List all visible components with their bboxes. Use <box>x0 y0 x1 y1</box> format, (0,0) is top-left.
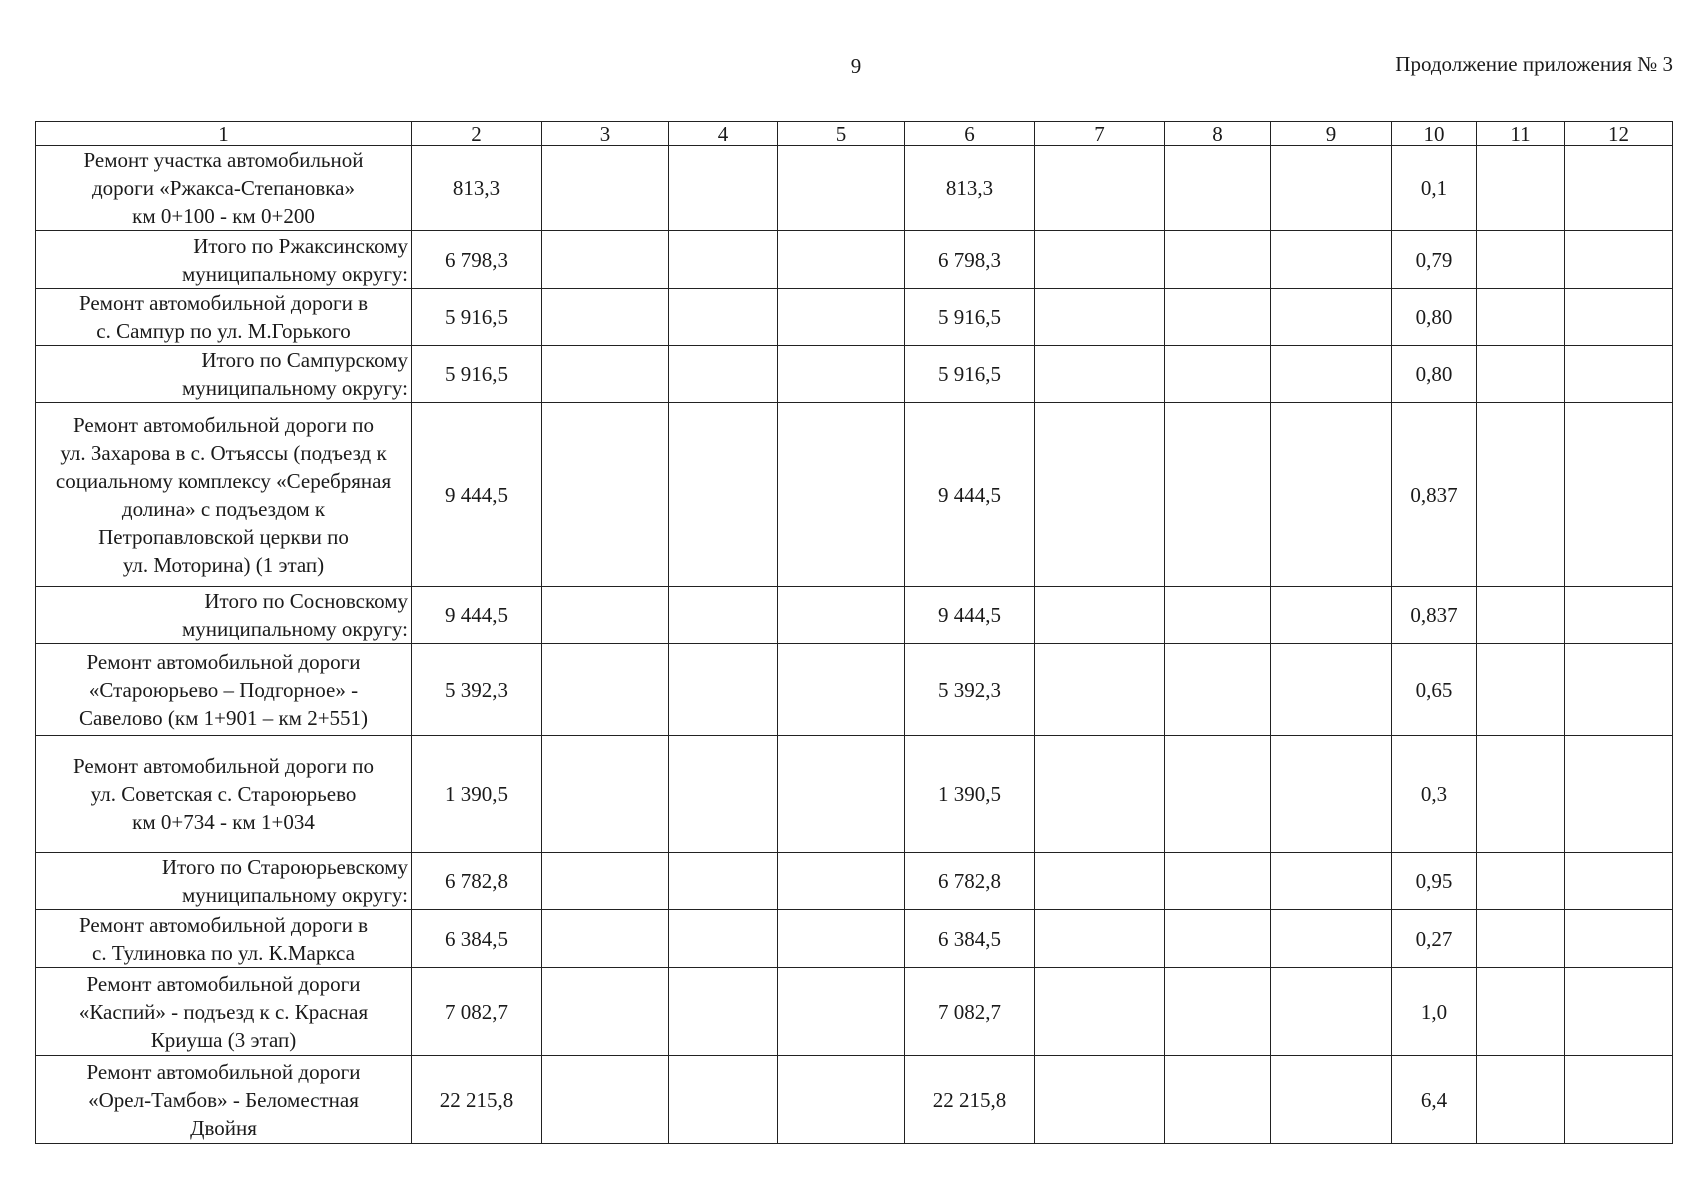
object-name-line: долина» с подъездом к <box>121 496 326 521</box>
empty-cell-col4 <box>669 736 778 853</box>
empty-cell-col3 <box>542 910 669 968</box>
value-cell-col2: 9 444,5 <box>412 587 542 644</box>
empty-cell-col5 <box>778 231 905 289</box>
column-header: 10 <box>1392 122 1477 146</box>
empty-cell-col7 <box>1035 968 1165 1056</box>
object-name-line: Криуша (3 этап) <box>150 1027 297 1052</box>
table-row <box>36 736 1673 853</box>
object-name-line: Итого по Староюрьевскому <box>161 855 408 879</box>
empty-cell-col9 <box>1271 289 1392 346</box>
column-header: 4 <box>669 122 778 146</box>
empty-cell-col9 <box>1271 910 1392 968</box>
empty-cell-col11 <box>1477 403 1565 587</box>
empty-cell-col11 <box>1477 289 1565 346</box>
empty-cell-col4 <box>669 587 778 644</box>
empty-cell-col12 <box>1565 346 1673 403</box>
empty-cell-col8 <box>1165 289 1271 346</box>
empty-cell-col4 <box>669 346 778 403</box>
object-name-line: Итого по Сампурскому <box>201 348 408 372</box>
empty-cell-col3 <box>542 146 669 231</box>
empty-cell-col3 <box>542 853 669 910</box>
object-name-line: ул. Советская с. Староюрьево <box>90 782 357 806</box>
object-name-line: Ремонт автомобильной дороги <box>86 649 361 674</box>
empty-cell-col7 <box>1035 736 1165 853</box>
empty-cell-col12 <box>1565 403 1673 587</box>
empty-cell-col5 <box>778 587 905 644</box>
column-header: 3 <box>542 122 669 146</box>
table-row-total <box>36 231 1673 289</box>
empty-cell-col9 <box>1271 736 1392 853</box>
empty-cell-col3 <box>542 403 669 587</box>
table-row <box>36 910 1673 968</box>
empty-cell-col8 <box>1165 587 1271 644</box>
value-cell-col10: 0,79 <box>1392 231 1477 289</box>
empty-cell-col7 <box>1035 346 1165 403</box>
object-name-line: ул. Захарова в с. Отъяссы (подъезд к <box>60 440 387 465</box>
empty-cell-col12 <box>1565 910 1673 968</box>
empty-cell-col9 <box>1271 587 1392 644</box>
empty-cell-col11 <box>1477 1056 1565 1144</box>
column-header: 11 <box>1477 122 1565 146</box>
value-cell-col2: 5 916,5 <box>412 289 542 346</box>
empty-cell-col9 <box>1271 146 1392 231</box>
empty-cell-col12 <box>1565 231 1673 289</box>
empty-cell-col5 <box>778 1056 905 1144</box>
object-name-line: Ремонт автомобильной дороги по <box>73 754 374 778</box>
value-cell-col2: 5 392,3 <box>412 644 542 736</box>
object-name-cell <box>36 146 412 231</box>
value-cell-col6: 813,3 <box>905 146 1035 231</box>
empty-cell-col3 <box>542 736 669 853</box>
value-cell-col10: 0,3 <box>1392 736 1477 853</box>
empty-cell-col11 <box>1477 231 1565 289</box>
empty-cell-col7 <box>1035 587 1165 644</box>
object-name-line: муниципальному округу: <box>181 617 408 641</box>
empty-cell-col9 <box>1271 644 1392 736</box>
value-cell-col2: 813,3 <box>412 146 542 231</box>
empty-cell-col5 <box>778 146 905 231</box>
value-cell-col2: 7 082,7 <box>412 968 542 1056</box>
column-header: 5 <box>778 122 905 146</box>
empty-cell-col4 <box>669 146 778 231</box>
empty-cell-col11 <box>1477 910 1565 968</box>
object-name-line: муниципальному округу: <box>181 376 408 400</box>
object-name-line: с. Тулиновка по ул. К.Маркса <box>92 940 355 965</box>
empty-cell-col4 <box>669 1056 778 1144</box>
object-name-line: дороги «Ржакса-Степановка» <box>91 176 355 200</box>
empty-cell-col5 <box>778 853 905 910</box>
table-row-total <box>36 346 1673 403</box>
value-cell-col6: 1 390,5 <box>905 736 1035 853</box>
object-name-line: Ремонт автомобильной дороги в <box>78 912 369 937</box>
empty-cell-col8 <box>1165 968 1271 1056</box>
value-cell-col10: 6,4 <box>1392 1056 1477 1144</box>
value-cell-col10: 0,95 <box>1392 853 1477 910</box>
table-row <box>36 644 1673 736</box>
appendix-label: Продолжение приложения № 3 <box>1395 52 1673 76</box>
empty-cell-col12 <box>1565 644 1673 736</box>
empty-cell-col8 <box>1165 146 1271 231</box>
empty-cell-col5 <box>778 910 905 968</box>
value-cell-col10: 0,837 <box>1392 403 1477 587</box>
value-cell-col6: 7 082,7 <box>905 968 1035 1056</box>
object-name-line: «Староюрьево – Подгорное» - <box>88 677 359 702</box>
column-header: 9 <box>1271 122 1392 146</box>
empty-cell-col5 <box>778 968 905 1056</box>
total-label-cell <box>36 853 412 910</box>
empty-cell-col4 <box>669 968 778 1056</box>
empty-cell-col11 <box>1477 736 1565 853</box>
object-name-line: км 0+100 - км 0+200 <box>132 204 315 228</box>
empty-cell-col8 <box>1165 644 1271 736</box>
table-row <box>36 403 1673 587</box>
empty-cell-col3 <box>542 968 669 1056</box>
empty-cell-col11 <box>1477 968 1565 1056</box>
value-cell-col10: 0,80 <box>1392 289 1477 346</box>
column-number-row <box>36 122 1673 146</box>
total-label-cell <box>36 587 412 644</box>
empty-cell-col9 <box>1271 231 1392 289</box>
empty-cell-col5 <box>778 736 905 853</box>
empty-cell-col3 <box>542 289 669 346</box>
page-number: 9 <box>850 54 862 78</box>
empty-cell-col12 <box>1565 736 1673 853</box>
empty-cell-col9 <box>1271 968 1392 1056</box>
object-name-cell <box>36 910 412 968</box>
object-name-line: км 0+734 - км 1+034 <box>132 810 315 834</box>
empty-cell-col4 <box>669 231 778 289</box>
value-cell-col6: 5 916,5 <box>905 289 1035 346</box>
empty-cell-col9 <box>1271 853 1392 910</box>
empty-cell-col3 <box>542 346 669 403</box>
empty-cell-col12 <box>1565 289 1673 346</box>
object-name-line: Итого по Сосновскому <box>204 589 408 613</box>
value-cell-col2: 9 444,5 <box>412 403 542 587</box>
empty-cell-col5 <box>778 403 905 587</box>
empty-cell-col12 <box>1565 146 1673 231</box>
object-name-line: ул. Моторина) (1 этап) <box>122 552 325 577</box>
empty-cell-col7 <box>1035 644 1165 736</box>
empty-cell-col7 <box>1035 910 1165 968</box>
empty-cell-col5 <box>778 346 905 403</box>
table-row <box>36 146 1673 231</box>
table-row-total <box>36 853 1673 910</box>
object-name-line: «Каспий» - подъезд к с. Красная <box>78 999 369 1024</box>
empty-cell-col7 <box>1035 403 1165 587</box>
empty-cell-col3 <box>542 1056 669 1144</box>
empty-cell-col9 <box>1271 346 1392 403</box>
empty-cell-col8 <box>1165 910 1271 968</box>
empty-cell-col9 <box>1271 1056 1392 1144</box>
value-cell-col6: 22 215,8 <box>905 1056 1035 1144</box>
empty-cell-col4 <box>669 644 778 736</box>
value-cell-col6: 5 392,3 <box>905 644 1035 736</box>
object-name-cell <box>36 289 412 346</box>
empty-cell-col11 <box>1477 346 1565 403</box>
empty-cell-col3 <box>542 587 669 644</box>
empty-cell-col4 <box>669 289 778 346</box>
empty-cell-col12 <box>1565 587 1673 644</box>
object-name-cell <box>36 1056 412 1144</box>
empty-cell-col4 <box>669 853 778 910</box>
object-name-line: с. Сампур по ул. М.Горького <box>96 319 351 343</box>
empty-cell-col8 <box>1165 736 1271 853</box>
table-row <box>36 968 1673 1056</box>
table-body <box>36 146 1673 1144</box>
object-name-cell <box>36 736 412 853</box>
empty-cell-col7 <box>1035 289 1165 346</box>
value-cell-col6: 9 444,5 <box>905 587 1035 644</box>
empty-cell-col4 <box>669 403 778 587</box>
empty-cell-col8 <box>1165 1056 1271 1144</box>
empty-cell-col3 <box>542 644 669 736</box>
column-header: 7 <box>1035 122 1165 146</box>
value-cell-col6: 9 444,5 <box>905 403 1035 587</box>
object-name-line: социальному комплексу «Серебряная <box>55 468 392 493</box>
column-header: 8 <box>1165 122 1271 146</box>
empty-cell-col12 <box>1565 1056 1673 1144</box>
table-row-total <box>36 587 1673 644</box>
empty-cell-col11 <box>1477 644 1565 736</box>
table-row <box>36 289 1673 346</box>
empty-cell-col3 <box>542 231 669 289</box>
value-cell-col2: 6 798,3 <box>412 231 542 289</box>
empty-cell-col12 <box>1565 853 1673 910</box>
column-header: 6 <box>905 122 1035 146</box>
empty-cell-col5 <box>778 644 905 736</box>
empty-cell-col7 <box>1035 231 1165 289</box>
object-name-line: Ремонт автомобильной дороги <box>86 971 361 996</box>
value-cell-col10: 0,80 <box>1392 346 1477 403</box>
empty-cell-col11 <box>1477 853 1565 910</box>
value-cell-col2: 6 384,5 <box>412 910 542 968</box>
empty-cell-col11 <box>1477 587 1565 644</box>
object-name-line: Петропавловской церкви по <box>98 524 349 549</box>
object-name-line: Ремонт автомобильной дороги по <box>73 412 374 437</box>
value-cell-col10: 0,65 <box>1392 644 1477 736</box>
empty-cell-col12 <box>1565 968 1673 1056</box>
object-name-line: Итого по Ржаксинскому <box>193 233 408 258</box>
empty-cell-col7 <box>1035 146 1165 231</box>
empty-cell-col8 <box>1165 853 1271 910</box>
object-name-line: муниципальному округу: <box>181 883 408 907</box>
value-cell-col10: 0,837 <box>1392 587 1477 644</box>
object-name-line: «Орел-Тамбов» - Беломестная <box>88 1087 359 1112</box>
empty-cell-col7 <box>1035 853 1165 910</box>
empty-cell-col9 <box>1271 403 1392 587</box>
object-name-line: Двойня <box>190 1115 257 1140</box>
object-name-cell <box>36 403 412 587</box>
value-cell-col10: 0,1 <box>1392 146 1477 231</box>
value-cell-col6: 6 782,8 <box>905 853 1035 910</box>
column-header: 2 <box>412 122 542 146</box>
total-label-cell <box>36 346 412 403</box>
empty-cell-col11 <box>1477 146 1565 231</box>
object-name-line: Савелово (км 1+901 – км 2+551) <box>78 705 369 730</box>
value-cell-col10: 1,0 <box>1392 968 1477 1056</box>
object-name-line: Ремонт участка автомобильной <box>83 148 364 172</box>
empty-cell-col7 <box>1035 1056 1165 1144</box>
empty-cell-col8 <box>1165 403 1271 587</box>
object-name-line: Ремонт автомобильной дороги в <box>78 291 369 315</box>
value-cell-col2: 6 782,8 <box>412 853 542 910</box>
value-cell-col2: 22 215,8 <box>412 1056 542 1144</box>
value-cell-col6: 6 384,5 <box>905 910 1035 968</box>
value-cell-col6: 6 798,3 <box>905 231 1035 289</box>
object-name-line: муниципальному округу: <box>181 261 408 286</box>
value-cell-col6: 5 916,5 <box>905 346 1035 403</box>
object-name-cell <box>36 968 412 1056</box>
empty-cell-col5 <box>778 289 905 346</box>
empty-cell-col8 <box>1165 231 1271 289</box>
object-name-cell <box>36 644 412 736</box>
column-header: 12 <box>1565 122 1673 146</box>
table-row <box>36 1056 1673 1144</box>
empty-cell-col4 <box>669 910 778 968</box>
value-cell-col2: 1 390,5 <box>412 736 542 853</box>
object-name-line: Ремонт автомобильной дороги <box>86 1059 361 1084</box>
road-repair-table <box>35 121 1673 1144</box>
column-header: 1 <box>36 122 412 146</box>
value-cell-col2: 5 916,5 <box>412 346 542 403</box>
total-label-cell <box>36 231 412 289</box>
value-cell-col10: 0,27 <box>1392 910 1477 968</box>
empty-cell-col8 <box>1165 346 1271 403</box>
